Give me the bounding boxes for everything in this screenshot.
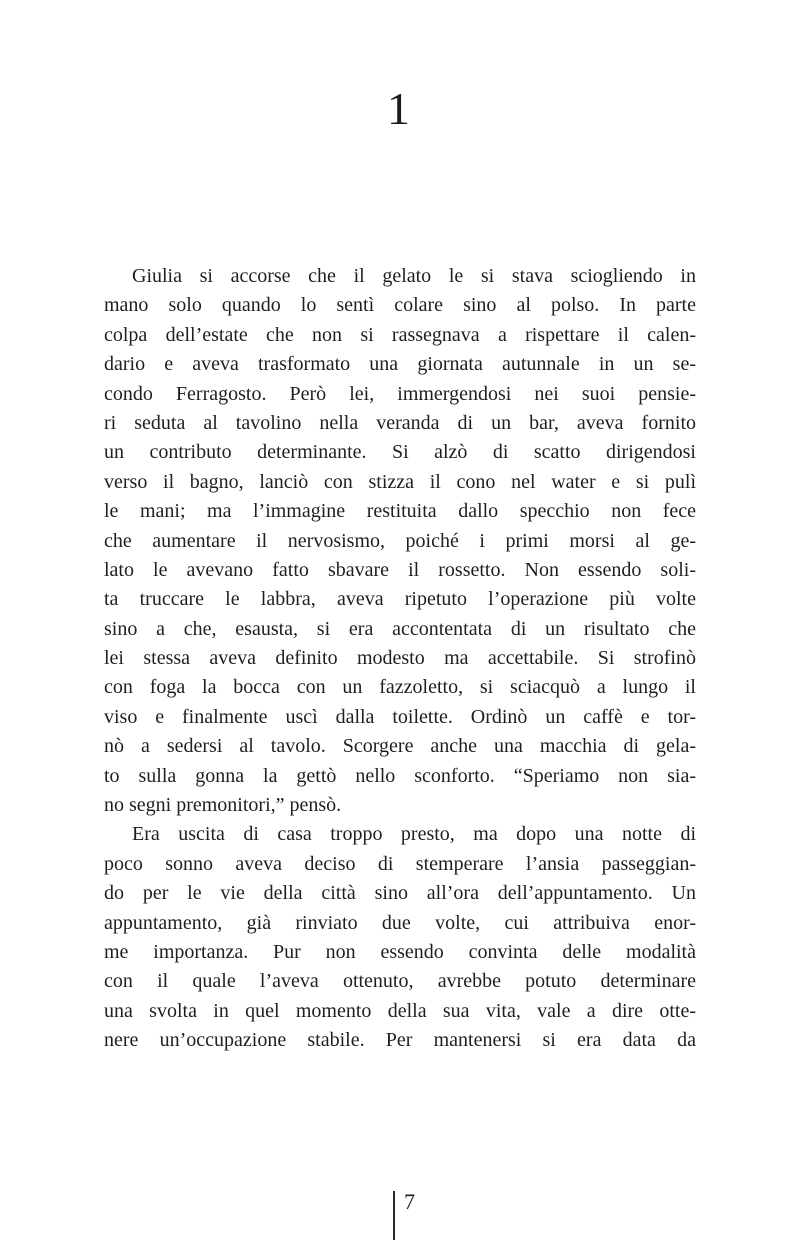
text-line: che aumentare il nervosismo, poiché i primi morsi al ge- (104, 529, 696, 552)
page-footer (0, 1188, 797, 1240)
text-line: mano solo quando lo sentì colare sino al polso. In parte (104, 294, 696, 317)
text-line: do per le vie della città sino all’ora dell’appuntamento. Un (104, 882, 696, 905)
text-line: appuntamento, già rinviato due volte, cui attribuiva enor- (104, 911, 696, 934)
text-line: colpa dell’estate che non si rassegnava a rispettare il calen- (104, 323, 696, 346)
text-line: ri seduta al tavolino nella veranda di un bar, aveva fornito (104, 411, 696, 434)
text-line: Era uscita di casa troppo presto, ma dopo una notte di (132, 823, 696, 846)
text-line: nò a sedersi al tavolo. Scorgere anche una macchia di gela- (104, 735, 696, 758)
footer-rule (393, 1191, 395, 1240)
text-line: no segni premonitori,” pensò. (104, 794, 342, 817)
text-line: poco sonno aveva deciso di stemperare l’ansia passeggian- (104, 852, 696, 875)
text-line: viso e finalmente uscì dalla toilette. Ordinò un caffè e tor- (104, 705, 696, 728)
text-line: Giulia si accorse che il gelato le si stava sciogliendo in (132, 265, 696, 287)
paragraph-1 (104, 262, 696, 820)
page-number: 7 (404, 1189, 415, 1214)
body-text (104, 262, 696, 1056)
text-line: to sulla gonna la gettò nello sconforto. “Speriamo non sia- (104, 764, 696, 787)
text-line: nere un’occupazione stabile. Per mantenersi si era data da (104, 1029, 696, 1052)
text-line: me importanza. Pur non essendo convinta delle modalità (104, 940, 696, 963)
text-line: verso il bagno, lanciò con stizza il cono nel water e si pulì (104, 470, 696, 493)
text-line: ta truccare le labbra, aveva ripetuto l’operazione più volte (104, 588, 696, 611)
text-line: sino a che, esausta, si era accontentata di un risultato che (104, 617, 696, 640)
text-line: lato le avevano fatto sbavare il rossetto. Non essendo soli- (104, 558, 696, 581)
text-line: condo Ferragosto. Però lei, immergendosi nei suoi pensie- (104, 382, 696, 405)
text-line: le mani; ma l’immagine restituita dallo specchio non fece (104, 500, 696, 523)
text-line: una svolta in quel momento della sua vita, vale a dire otte- (104, 999, 696, 1022)
text-line: con il quale l’aveva ottenuto, avrebbe potuto determinare (104, 970, 696, 993)
paragraph-2 (104, 820, 696, 1055)
text-line: lei stessa aveva definito modesto ma accettabile. Si strofinò (104, 647, 696, 670)
text-line: dario e aveva trasformato una giornata autunnale in un se- (104, 353, 696, 376)
chapter-number: 1 (387, 83, 410, 134)
text-line: con foga la bocca con un fazzoletto, si sciacquò a lungo il (104, 676, 696, 699)
text-line: un contributo determinante. Si alzò di scatto dirigendosi (104, 441, 696, 464)
